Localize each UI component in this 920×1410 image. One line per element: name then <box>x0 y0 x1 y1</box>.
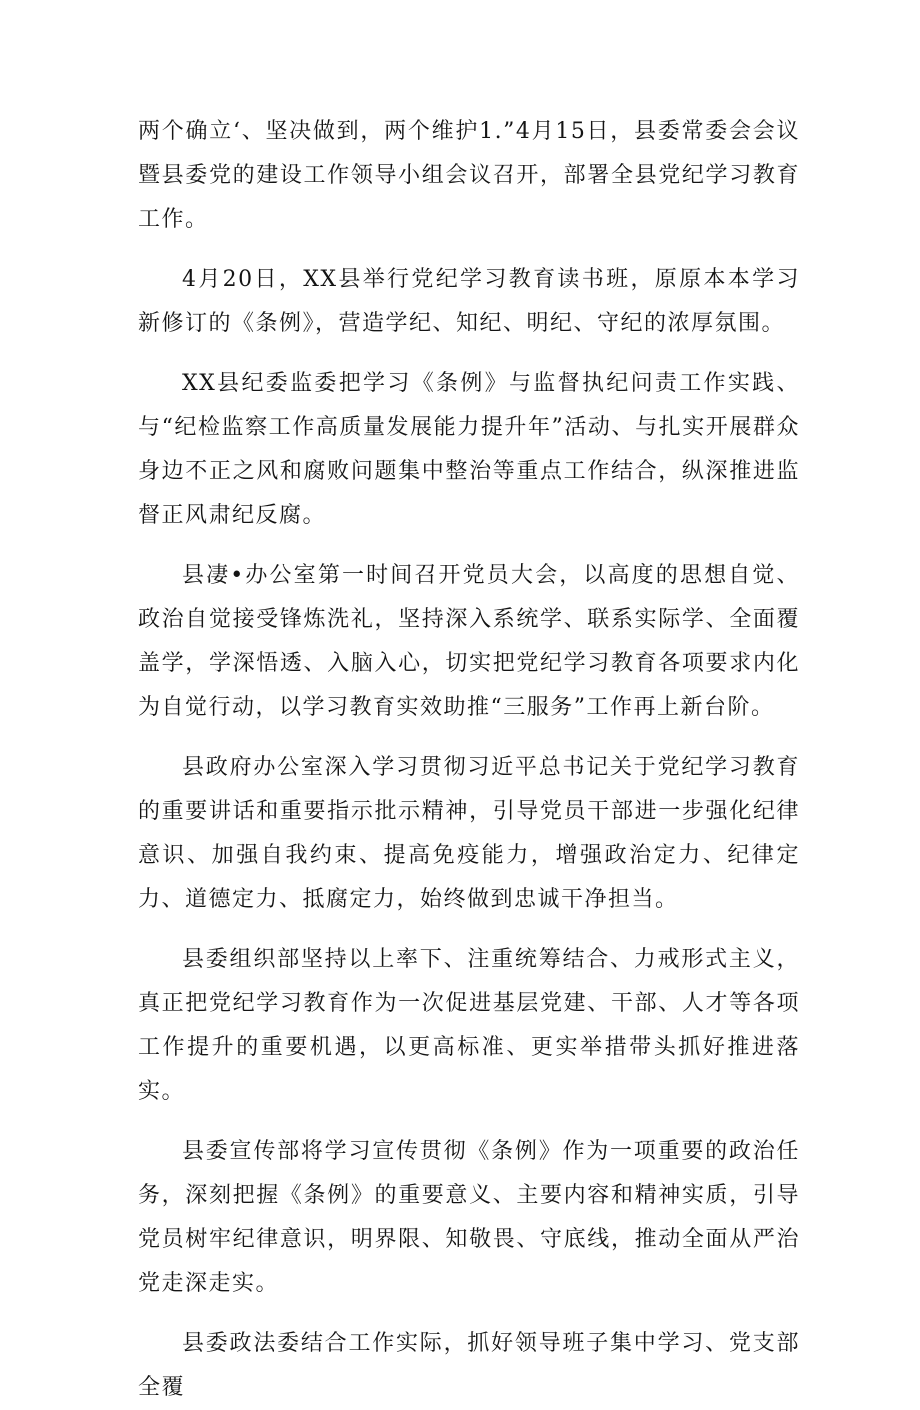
paragraph-reading-class: 4月20日，XX县举行党纪学习教育读书班，原原本本学习新修订的《条例》，营造学纪、知纪、明纪、守纪的浓厚氛围。 <box>138 267 800 336</box>
paragraph-committee-office: 县凄•办公室第一时间召开党员大会，以高度的思想自觉、政治自觉接受锋炼洗礼，坚持深入系统学、联系实际学、全面覆盖学，学深悟透、入脑入心，切实把党纪学习教育各项要求内化为自觉行动，以学习教育实效助推“三服务”工作再上新台阶。 <box>138 563 800 720</box>
paragraph-publicity-department: 县委宣传部将学习宣传贯彻《条例》作为一项重要的政治任务，深刻把握《条例》的重要意义、主要内容和精神实质，引导党员树牢纪律意识，明界限、知敬畏、守底线，推动全面从严治党走深走实。 <box>138 1139 800 1296</box>
paragraph-discipline-commission: XX县纪委监委把学习《条例》与监督执纪问责工作实践、与“纪检监察工作高质量发展能力提升年”活动、与扎实开展群众身边不正之风和腐败问题集中整治等重点工作结合，纵深推进监督正风肃纪反腐。 <box>138 371 800 528</box>
paragraph-political-legal-committee: 县委政法委结合工作实际，抓好领导班子集中学习、党支部全覆 <box>138 1331 800 1400</box>
paragraph-government-office: 县政府办公室深入学习贯彻习近平总书记关于党纪学习教育的重要讲话和重要指示批示精神，引导党员干部进一步强化纪律意识、加强自我约束、提高免疫能力，增强政治定力、纪律定力、道德定力、抵腐定力，始终做到忠诚干净担当。 <box>138 755 800 912</box>
paragraph-organization-department: 县委组织部坚持以上率下、注重统筹结合、力戒形式主义，真正把党纪学习教育作为一次促进基层党建、干部、人才等各项工作提升的重要机遇，以更高标准、更实举措带头抓好推进落实。 <box>138 947 800 1104</box>
paragraph-party-meeting: 两个确立‘、坚决做到，两个维护1.”4月15日，县委常委会会议暨县委党的建设工作领导小组会议召开，部署全县党纪学习教育工作。 <box>138 119 800 232</box>
